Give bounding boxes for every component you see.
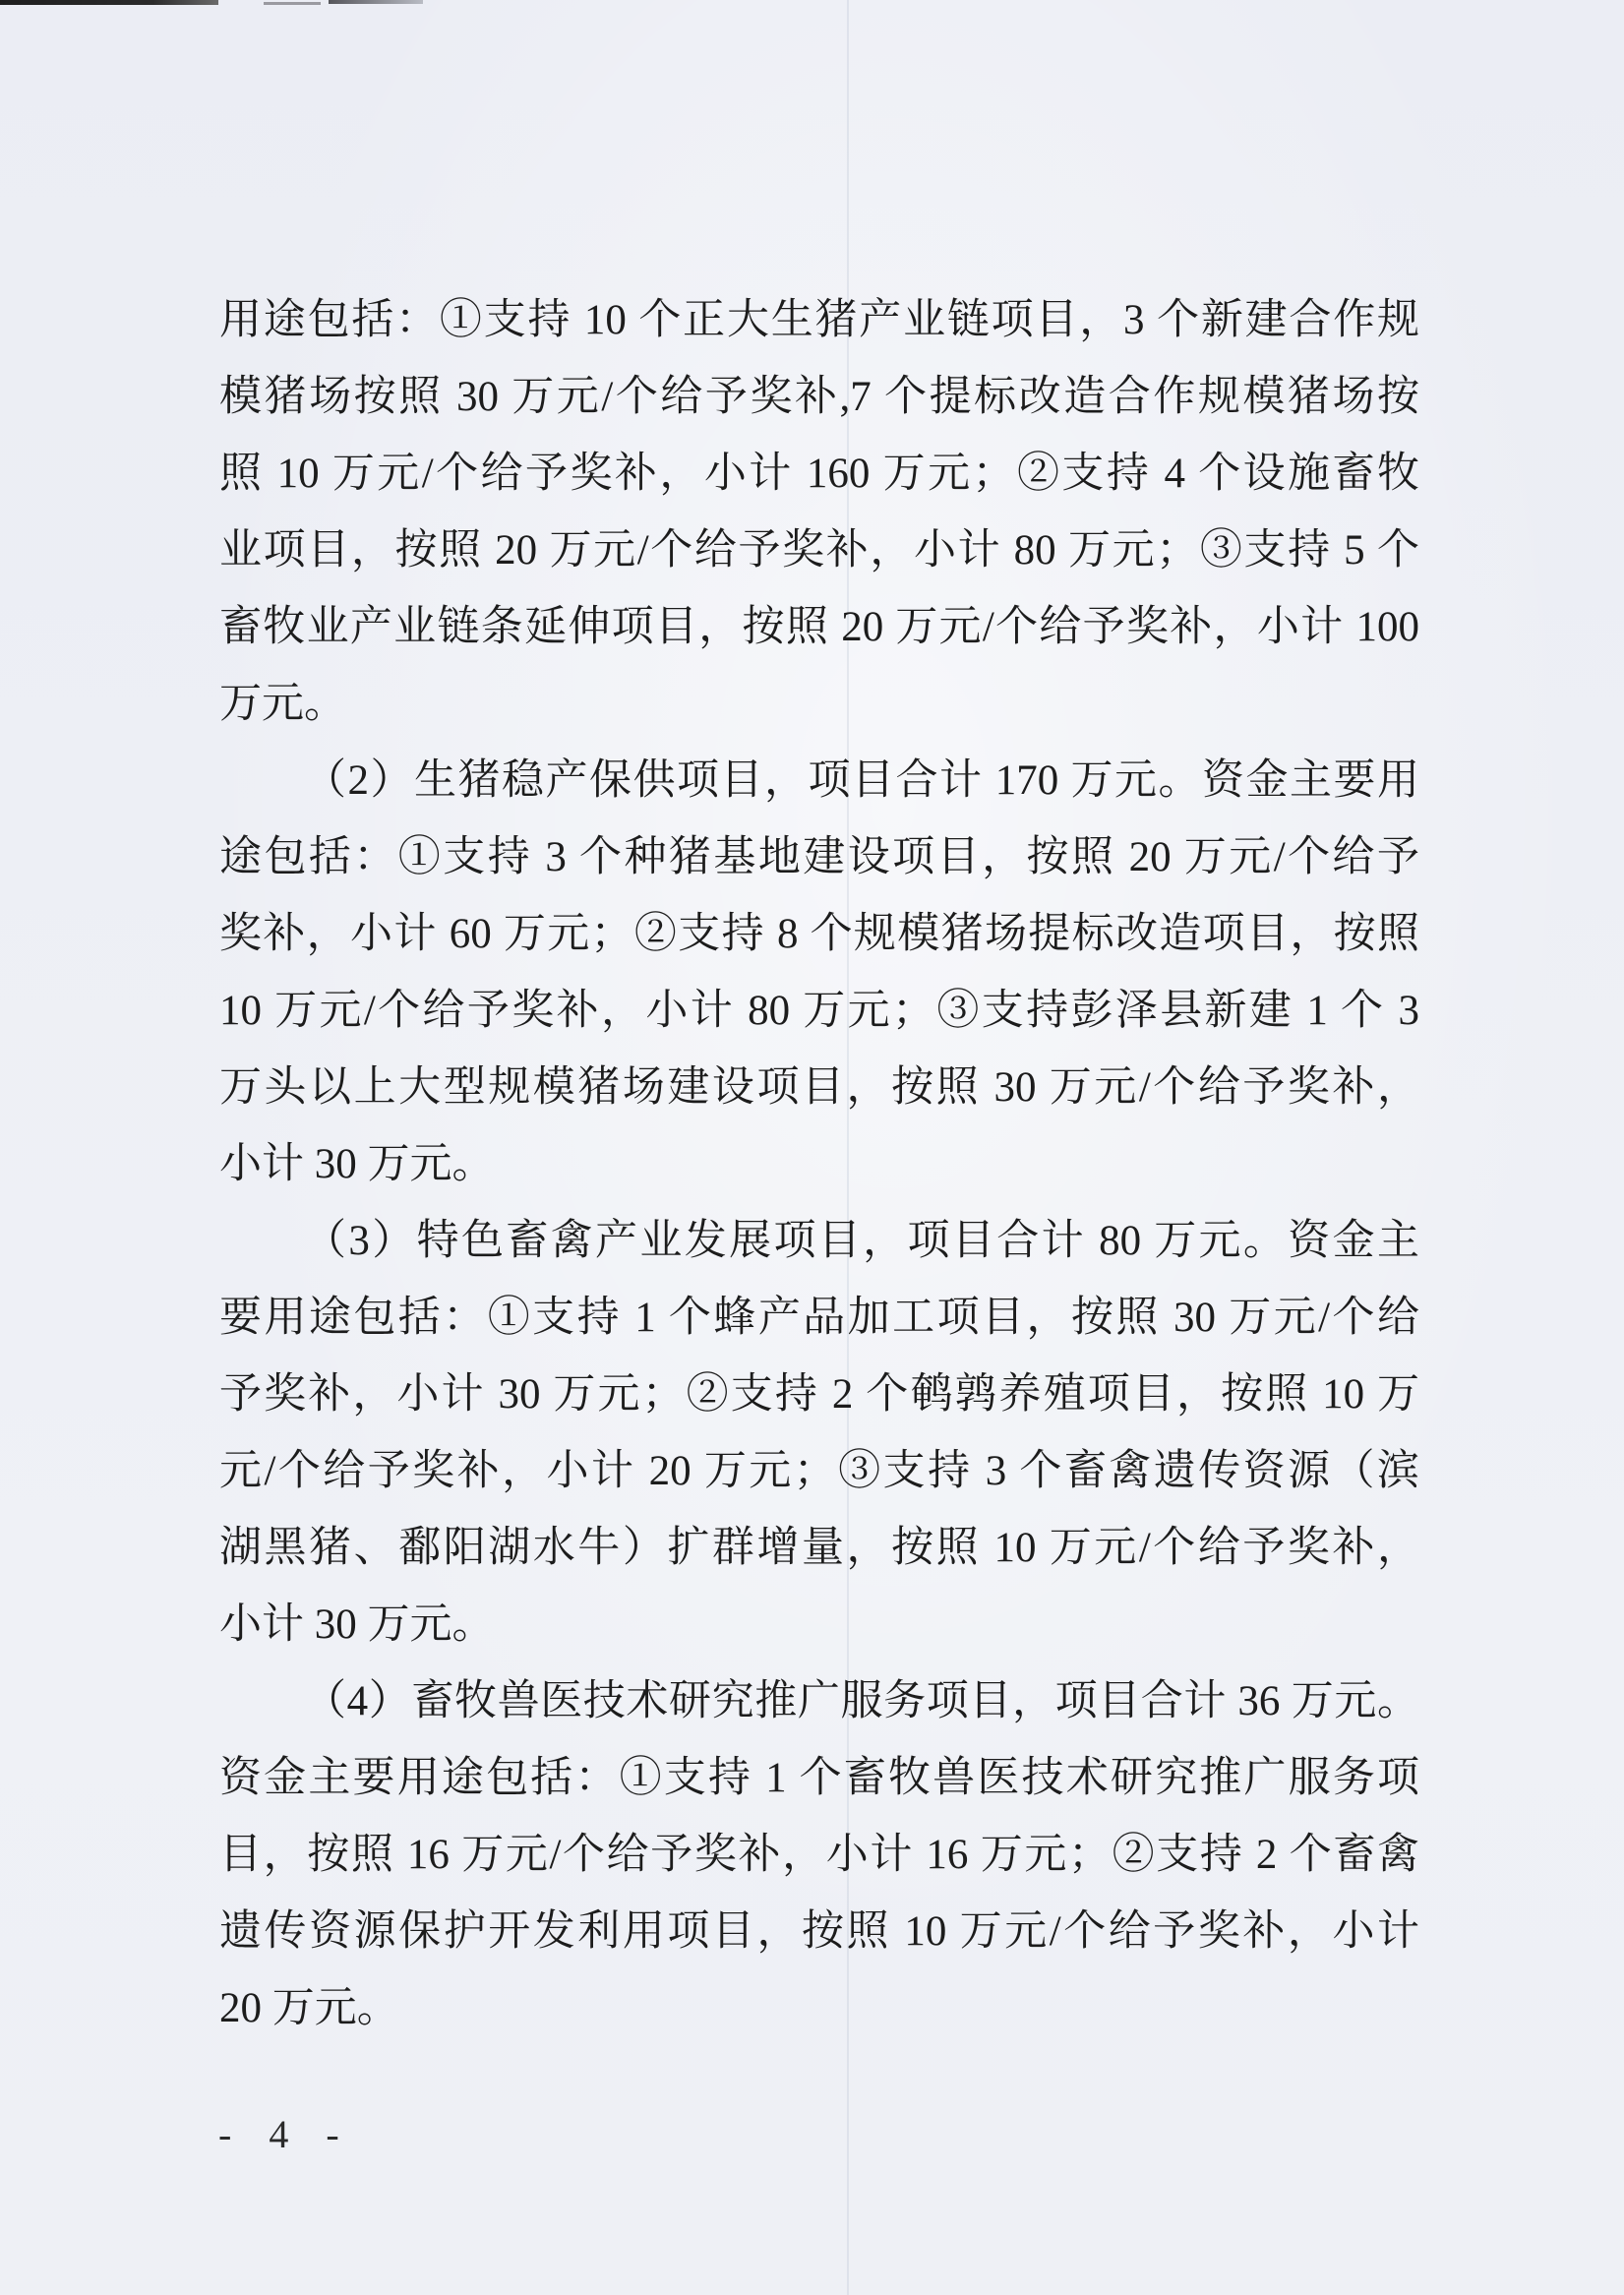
text-line: 元/个给予奖补，小计 20 万元；③支持 3 个畜禽遗传资源（滨	[219, 1448, 1419, 1494]
text-line: 万头以上大型规模猪场建设项目，按照 30 万元/个给予奖补，	[219, 1064, 1419, 1111]
text-line: 小计 30 万元。	[219, 1141, 495, 1187]
text-line: 畜牧业产业链条延伸项目，按照 20 万元/个给予奖补，小计 100	[219, 604, 1419, 650]
text-line: 10 万元/个给予奖补，小计 80 万元；③支持彭泽县新建 1 个 3	[219, 988, 1419, 1034]
text-line: （4）畜牧兽医技术研究推广服务项目，项目合计 36 万元。	[304, 1678, 1419, 1724]
text-line: 途包括：①支持 3 个种猪基地建设项目，按照 20 万元/个给予	[219, 834, 1419, 880]
scanner-artifact-dash	[329, 0, 423, 4]
document-body	[219, 282, 1419, 2047]
text-line: 模猪场按照 30 万元/个给予奖补,7 个提标改造合作规模猪场按	[219, 374, 1419, 420]
text-line: 予奖补，小计 30 万元；②支持 2 个鹌鹑养殖项目，按照 10 万	[219, 1371, 1419, 1418]
text-line: （3）特色畜禽产业发展项目，项目合计 80 万元。资金主	[304, 1218, 1419, 1264]
text-line: 遗传资源保护开发利用项目，按照 10 万元/个给予奖补，小计	[219, 1908, 1419, 1955]
text-line: 用途包括：①支持 10 个正大生猪产业链项目，3 个新建合作规	[219, 297, 1419, 343]
text-line: 要用途包括：①支持 1 个蜂产品加工项目，按照 30 万元/个给	[219, 1295, 1419, 1341]
text-line: 目，按照 16 万元/个给予奖补，小计 16 万元；②支持 2 个畜禽	[219, 1832, 1419, 1878]
text-line: 奖补，小计 60 万元；②支持 8 个规模猪场提标改造项目，按照	[219, 911, 1419, 957]
scanner-artifact-dash	[264, 2, 321, 5]
text-line: 20 万元。	[219, 1985, 399, 2031]
text-line: 湖黑猪、鄱阳湖水牛）扩群增量，按照 10 万元/个给予奖补，	[219, 1525, 1419, 1571]
page-number: - 4 -	[218, 2112, 353, 2156]
text-line: 资金主要用途包括：①支持 1 个畜牧兽医技术研究推广服务项	[219, 1755, 1419, 1801]
text-line: 照 10 万元/个给予奖补，小计 160 万元；②支持 4 个设施畜牧	[219, 451, 1419, 497]
text-line: （2）生猪稳产保供项目，项目合计 170 万元。资金主要用	[304, 757, 1419, 804]
text-line: 万元。	[219, 681, 346, 727]
text-line: 小计 30 万元。	[219, 1601, 495, 1648]
text-line: 业项目，按照 20 万元/个给予奖补，小计 80 万元；③支持 5 个	[219, 527, 1419, 574]
scanner-artifact-bar	[0, 0, 218, 5]
